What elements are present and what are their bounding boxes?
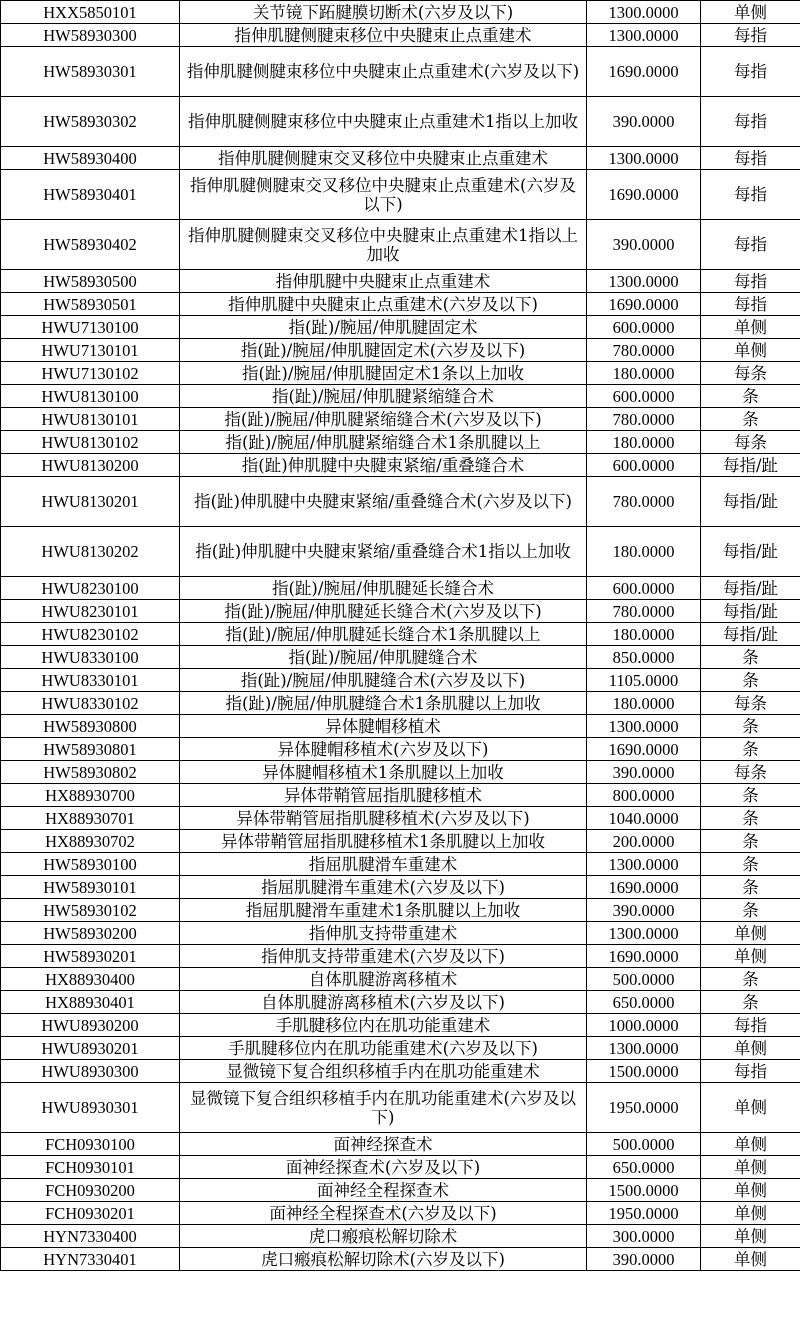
item-code: HX88930401	[1, 991, 180, 1014]
item-price: 390.0000	[587, 1248, 701, 1271]
item-code: HW58930500	[1, 270, 180, 293]
table-row	[1, 527, 800, 577]
table-row	[1, 1225, 800, 1248]
item-name: 异体带鞘管屈指肌腱移植术1条肌腱以上加收	[180, 830, 587, 853]
item-name: 指伸肌腱侧腱束交叉移位中央腱束止点重建术	[180, 147, 587, 170]
table-row	[1, 408, 800, 431]
item-name: 指(趾)/腕屈/伸肌腱紧缩缝合术(六岁及以下)	[180, 408, 587, 431]
item-price: 1690.0000	[587, 945, 701, 968]
item-unit: 单侧	[701, 1, 800, 24]
item-price: 1690.0000	[587, 293, 701, 316]
item-unit: 单侧	[701, 1225, 800, 1248]
item-unit: 每指	[701, 170, 800, 220]
table-row	[1, 220, 800, 270]
item-unit: 每条	[701, 362, 800, 385]
item-name: 自体肌腱游离移植术	[180, 968, 587, 991]
item-unit: 每指/趾	[701, 477, 800, 527]
item-price: 1500.0000	[587, 1060, 701, 1083]
item-unit: 单侧	[701, 945, 800, 968]
item-price: 180.0000	[587, 692, 701, 715]
item-price: 1690.0000	[587, 47, 701, 97]
table-row	[1, 362, 800, 385]
item-code: HX88930702	[1, 830, 180, 853]
item-price: 1300.0000	[587, 853, 701, 876]
item-code: FCH0930200	[1, 1179, 180, 1202]
item-price: 600.0000	[587, 577, 701, 600]
item-name: 指(趾)/腕屈/伸肌腱缝合术	[180, 646, 587, 669]
item-name: 显微镜下复合组织移植手内在肌功能重建术(六岁及以下)	[180, 1083, 587, 1133]
item-name: 指伸肌腱侧腱束移位中央腱束止点重建术	[180, 24, 587, 47]
item-price: 780.0000	[587, 339, 701, 362]
item-name: 指(趾)伸肌腱中央腱束紧缩/重叠缝合术	[180, 454, 587, 477]
item-name: 指伸肌支持带重建术	[180, 922, 587, 945]
item-code: HW58930301	[1, 47, 180, 97]
item-unit: 单侧	[701, 1133, 800, 1156]
item-code: HW58930102	[1, 899, 180, 922]
item-name: 面神经全程探查术	[180, 1179, 587, 1202]
item-unit: 单侧	[701, 1179, 800, 1202]
item-code: FCH0930101	[1, 1156, 180, 1179]
item-price: 780.0000	[587, 477, 701, 527]
item-price: 180.0000	[587, 431, 701, 454]
item-price: 1300.0000	[587, 147, 701, 170]
item-price: 600.0000	[587, 385, 701, 408]
table-row	[1, 922, 800, 945]
item-price: 1300.0000	[587, 24, 701, 47]
table-row	[1, 899, 800, 922]
item-name: 指伸肌腱侧腱束移位中央腱束止点重建术(六岁及以下)	[180, 47, 587, 97]
item-unit: 条	[701, 807, 800, 830]
item-name: 面神经探查术	[180, 1133, 587, 1156]
table-row	[1, 1202, 800, 1225]
item-code: HW58930402	[1, 220, 180, 270]
item-unit: 每指	[701, 97, 800, 147]
item-price: 1105.0000	[587, 669, 701, 692]
item-name: 指(趾)伸肌腱中央腱束紧缩/重叠缝合术1指以上加收	[180, 527, 587, 577]
item-price: 180.0000	[587, 362, 701, 385]
item-unit: 单侧	[701, 1037, 800, 1060]
item-unit: 每指	[701, 270, 800, 293]
table-row	[1, 968, 800, 991]
item-code: HWU7130102	[1, 362, 180, 385]
item-price: 390.0000	[587, 899, 701, 922]
table-row	[1, 830, 800, 853]
item-name: 手肌腱移位内在肌功能重建术(六岁及以下)	[180, 1037, 587, 1060]
item-price: 1300.0000	[587, 1037, 701, 1060]
item-unit: 单侧	[701, 1202, 800, 1225]
item-name: 指(趾)/腕屈/伸肌腱延长缝合术(六岁及以下)	[180, 600, 587, 623]
item-name: 指(趾)/腕屈/伸肌腱缝合术1条肌腱以上加收	[180, 692, 587, 715]
item-unit: 单侧	[701, 339, 800, 362]
item-unit: 单侧	[701, 1083, 800, 1133]
item-name: 自体肌腱游离移植术(六岁及以下)	[180, 991, 587, 1014]
item-unit: 条	[701, 669, 800, 692]
table-row	[1, 293, 800, 316]
item-code: HW58930100	[1, 853, 180, 876]
item-name: 异体带鞘管屈指肌腱移植术	[180, 784, 587, 807]
item-name: 指(趾)/腕屈/伸肌腱紧缩缝合术1条肌腱以上	[180, 431, 587, 454]
item-name: 指(趾)/腕屈/伸肌腱固定术1条以上加收	[180, 362, 587, 385]
item-price: 390.0000	[587, 761, 701, 784]
item-unit: 条	[701, 784, 800, 807]
item-code: HW58930300	[1, 24, 180, 47]
item-unit: 条	[701, 968, 800, 991]
item-code: HWU8230100	[1, 577, 180, 600]
item-price: 1690.0000	[587, 876, 701, 899]
item-price: 800.0000	[587, 784, 701, 807]
item-price: 650.0000	[587, 1156, 701, 1179]
table-row	[1, 1083, 800, 1133]
table-row	[1, 761, 800, 784]
item-price: 1300.0000	[587, 270, 701, 293]
table-row	[1, 454, 800, 477]
item-code: HWU8130100	[1, 385, 180, 408]
item-price: 180.0000	[587, 527, 701, 577]
item-code: HX88930700	[1, 784, 180, 807]
item-name: 指(趾)/腕屈/伸肌腱紧缩缝合术	[180, 385, 587, 408]
item-unit: 单侧	[701, 922, 800, 945]
item-code: HWU8130101	[1, 408, 180, 431]
item-unit: 每指/趾	[701, 600, 800, 623]
table-row	[1, 339, 800, 362]
item-unit: 条	[701, 876, 800, 899]
table-row	[1, 646, 800, 669]
item-price: 1000.0000	[587, 1014, 701, 1037]
item-code: HWU8330101	[1, 669, 180, 692]
item-unit: 每指	[701, 47, 800, 97]
item-name: 手肌腱移位内在肌功能重建术	[180, 1014, 587, 1037]
item-name: 显微镜下复合组织移植手内在肌功能重建术	[180, 1060, 587, 1083]
item-code: HW58930802	[1, 761, 180, 784]
table-row	[1, 945, 800, 968]
table-row	[1, 1133, 800, 1156]
item-name: 指(趾)/腕屈/伸肌腱延长缝合术1条肌腱以上	[180, 623, 587, 646]
item-unit: 每指/趾	[701, 577, 800, 600]
table-row	[1, 600, 800, 623]
table-row	[1, 385, 800, 408]
table-row	[1, 991, 800, 1014]
table-row	[1, 784, 800, 807]
item-name: 指(趾)/腕屈/伸肌腱延长缝合术	[180, 577, 587, 600]
table-row	[1, 692, 800, 715]
item-unit: 每指/趾	[701, 623, 800, 646]
item-unit: 每指	[701, 147, 800, 170]
table-body	[1, 1, 800, 1271]
item-name: 指伸肌腱中央腱束止点重建术	[180, 270, 587, 293]
item-unit: 条	[701, 853, 800, 876]
item-unit: 单侧	[701, 1156, 800, 1179]
table-row	[1, 876, 800, 899]
item-code: HWU8930301	[1, 1083, 180, 1133]
item-price: 780.0000	[587, 600, 701, 623]
item-price: 500.0000	[587, 1133, 701, 1156]
item-name: 指伸肌腱侧腱束交叉移位中央腱束止点重建术(六岁及以下)	[180, 170, 587, 220]
item-price: 850.0000	[587, 646, 701, 669]
table-row	[1, 270, 800, 293]
item-name: 指屈肌腱滑车重建术(六岁及以下)	[180, 876, 587, 899]
item-price: 1300.0000	[587, 715, 701, 738]
item-name: 指(趾)/腕屈/伸肌腱固定术	[180, 316, 587, 339]
table-row	[1, 47, 800, 97]
table-row	[1, 1014, 800, 1037]
item-price: 600.0000	[587, 454, 701, 477]
item-unit: 每指	[701, 1014, 800, 1037]
item-price: 200.0000	[587, 830, 701, 853]
item-code: FCH0930201	[1, 1202, 180, 1225]
item-unit: 条	[701, 899, 800, 922]
item-name: 指伸肌腱中央腱束止点重建术(六岁及以下)	[180, 293, 587, 316]
item-price: 390.0000	[587, 97, 701, 147]
item-name: 面神经探查术(六岁及以下)	[180, 1156, 587, 1179]
item-code: HYN7330401	[1, 1248, 180, 1271]
table-row	[1, 853, 800, 876]
item-price: 390.0000	[587, 220, 701, 270]
item-code: HW58930101	[1, 876, 180, 899]
item-name: 虎口瘢痕松解切除术(六岁及以下)	[180, 1248, 587, 1271]
item-code: HWU8930201	[1, 1037, 180, 1060]
item-price: 300.0000	[587, 1225, 701, 1248]
item-price: 500.0000	[587, 968, 701, 991]
item-price: 1500.0000	[587, 1179, 701, 1202]
item-unit: 条	[701, 646, 800, 669]
table-row	[1, 1060, 800, 1083]
item-code: HWU8230102	[1, 623, 180, 646]
table-row	[1, 738, 800, 761]
item-unit: 每条	[701, 761, 800, 784]
table-row	[1, 431, 800, 454]
item-unit: 每指	[701, 293, 800, 316]
item-code: HW58930800	[1, 715, 180, 738]
item-price: 180.0000	[587, 623, 701, 646]
item-code: HWU8130201	[1, 477, 180, 527]
item-name: 虎口瘢痕松解切除术	[180, 1225, 587, 1248]
item-price: 1690.0000	[587, 738, 701, 761]
table-row	[1, 24, 800, 47]
item-code: HWU8130200	[1, 454, 180, 477]
item-unit: 条	[701, 385, 800, 408]
item-name: 指(趾)伸肌腱中央腱束紧缩/重叠缝合术(六岁及以下)	[180, 477, 587, 527]
item-code: HWU7130101	[1, 339, 180, 362]
item-unit: 每指	[701, 220, 800, 270]
table-row	[1, 1248, 800, 1271]
item-code: HX88930400	[1, 968, 180, 991]
item-code: HW58930801	[1, 738, 180, 761]
item-code: FCH0930100	[1, 1133, 180, 1156]
item-code: HWU8930200	[1, 1014, 180, 1037]
table-row	[1, 715, 800, 738]
item-name: 指伸肌支持带重建术(六岁及以下)	[180, 945, 587, 968]
item-unit: 条	[701, 715, 800, 738]
item-name: 指伸肌腱侧腱束交叉移位中央腱束止点重建术1指以上加收	[180, 220, 587, 270]
item-code: HWU8130102	[1, 431, 180, 454]
item-name: 异体腱帽移植术	[180, 715, 587, 738]
item-code: HWU7130100	[1, 316, 180, 339]
table-row	[1, 1, 800, 24]
table-row	[1, 477, 800, 527]
item-name: 指屈肌腱滑车重建术	[180, 853, 587, 876]
table-row	[1, 1156, 800, 1179]
item-price: 1950.0000	[587, 1202, 701, 1225]
item-unit: 每条	[701, 692, 800, 715]
item-price: 780.0000	[587, 408, 701, 431]
item-name: 指(趾)/腕屈/伸肌腱固定术(六岁及以下)	[180, 339, 587, 362]
table-row	[1, 623, 800, 646]
item-price: 1300.0000	[587, 1, 701, 24]
item-code: HXX5850101	[1, 1, 180, 24]
table-row	[1, 1037, 800, 1060]
table-row	[1, 669, 800, 692]
item-price: 1040.0000	[587, 807, 701, 830]
item-unit: 每条	[701, 431, 800, 454]
item-unit: 条	[701, 830, 800, 853]
item-unit: 每指	[701, 24, 800, 47]
item-unit: 条	[701, 738, 800, 761]
item-code: HW58930302	[1, 97, 180, 147]
item-code: HWU8330102	[1, 692, 180, 715]
item-price: 1690.0000	[587, 170, 701, 220]
item-code: HWU8330100	[1, 646, 180, 669]
table-row	[1, 97, 800, 147]
item-name: 指(趾)/腕屈/伸肌腱缝合术(六岁及以下)	[180, 669, 587, 692]
item-name: 异体腱帽移植术(六岁及以下)	[180, 738, 587, 761]
table-row	[1, 316, 800, 339]
item-unit: 每指/趾	[701, 454, 800, 477]
item-code: HW58930200	[1, 922, 180, 945]
item-unit: 每指/趾	[701, 527, 800, 577]
item-name: 关节镜下跖腱膜切断术(六岁及以下)	[180, 1, 587, 24]
item-price: 650.0000	[587, 991, 701, 1014]
item-code: HW58930401	[1, 170, 180, 220]
item-name: 面神经全程探查术(六岁及以下)	[180, 1202, 587, 1225]
item-code: HW58930201	[1, 945, 180, 968]
table-row	[1, 147, 800, 170]
item-code: HW58930501	[1, 293, 180, 316]
item-price: 600.0000	[587, 316, 701, 339]
item-unit: 条	[701, 408, 800, 431]
item-name: 指屈肌腱滑车重建术1条肌腱以上加收	[180, 899, 587, 922]
item-code: HWU8230101	[1, 600, 180, 623]
item-unit: 单侧	[701, 1248, 800, 1271]
item-code: HYN7330400	[1, 1225, 180, 1248]
item-unit: 每指	[701, 1060, 800, 1083]
table-row	[1, 1179, 800, 1202]
item-code: HX88930701	[1, 807, 180, 830]
item-price: 1300.0000	[587, 922, 701, 945]
item-code: HWU8130202	[1, 527, 180, 577]
item-name: 异体带鞘管屈指肌腱移植术(六岁及以下)	[180, 807, 587, 830]
item-unit: 单侧	[701, 316, 800, 339]
item-unit: 条	[701, 991, 800, 1014]
item-code: HW58930400	[1, 147, 180, 170]
item-name: 指伸肌腱侧腱束移位中央腱束止点重建术1指以上加收	[180, 97, 587, 147]
item-price: 1950.0000	[587, 1083, 701, 1133]
item-name: 异体腱帽移植术1条肌腱以上加收	[180, 761, 587, 784]
table-row	[1, 170, 800, 220]
table-row	[1, 577, 800, 600]
table-row	[1, 807, 800, 830]
item-code: HWU8930300	[1, 1060, 180, 1083]
